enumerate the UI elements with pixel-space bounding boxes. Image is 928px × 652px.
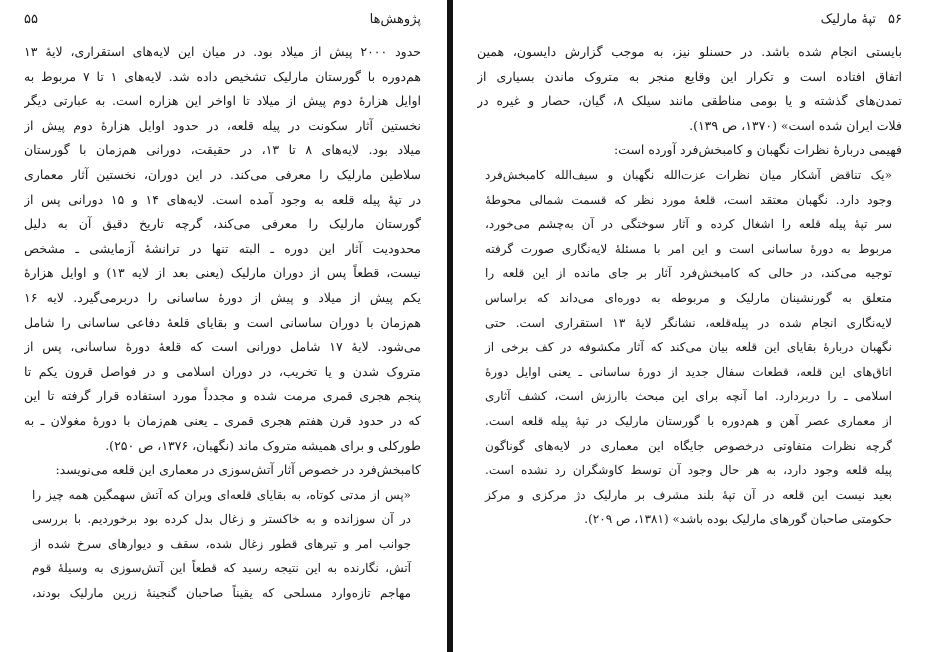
text-line: میلاد بود. لایه‌های ۸ تا ۱۳، در حقیقت، دورانی هم‌زمان با گورستان xyxy=(24,142,421,158)
quote-line: وجود دارد. نگهبان معتقد است، قلعهٔ مورد نظر که قسمت شمالی محوطهٔ xyxy=(485,192,892,207)
text-line: بایستی انجام شده باشد. در حسنلو نیز، به موجب گزارش دایسون، همین xyxy=(477,44,902,59)
left-page xyxy=(0,0,447,652)
quote-line: توجیه می‌کند، در حالی که کامبخش‌فرد آثار بر جای مانده از این قلعه را xyxy=(485,266,892,281)
text-line: طورکلی و برای همیشه متروک ماند (نگهبان، ۱۳۷۶، ص ۲۵۰). xyxy=(105,437,421,453)
right-paragraph-2 xyxy=(477,138,902,163)
right-page-number: ۵۶ xyxy=(888,12,902,27)
text-line: هم‌زمان با دوران ساسانی است و بقایای قلعهٔ دفاعی ساسانی را شامل xyxy=(24,314,421,330)
text-line: اتفاق افتاده است و تکرار این وقایع منجر به متروک ماندن بسیاری از xyxy=(477,68,902,84)
quote-line: جوانب امر و تیرهای قطور زغال شده، سقف و دیوارهای سرخ شده از xyxy=(32,536,411,551)
left-page-number: ۵۵ xyxy=(24,12,38,27)
text-line: اوایل هزارهٔ دوم پیش از میلاد تا اواخر این هزاره است. به عبارتی دیگر xyxy=(24,93,421,109)
text-line: نخستین آثار سکونت در پیله قلعه، در حدود اوایل هزارهٔ دوم پیش از xyxy=(24,117,421,133)
text-line: گورستان مارلیک را معرفی می‌کند، گرچه تاریخ دقیق آن به دلیل xyxy=(24,216,421,232)
left-page-header xyxy=(0,10,447,30)
quote-line: از معماری عصر آهن و هم‌دوره با گورستان مارلیک در تپهٔ پیله قلعه است. xyxy=(485,413,892,428)
text-line: می‌شود. لایهٔ ۱۷ شامل دورانی است که قلعهٔ دورهٔ ساسانی، پس از xyxy=(24,339,421,355)
left-paragraph-2 xyxy=(24,458,421,483)
text-line: فلات ایران شده است» (۱۳۷۰، ص ۱۳۹). xyxy=(689,117,902,133)
text-line: حدود ۲۰۰۰ پیش از میلاد بود. در میان این لایه‌های استقراری، لایهٔ ۱۳ xyxy=(24,44,421,59)
quote-line: اسلامی ـ را دربردارد. اما آنچه برای این مبحث باارزش است، کشف آثاری xyxy=(485,389,892,404)
quote-line: نگهبان دربارهٔ بقایای این قلعه بیان می‌کند که آثار مکشوفه در کف برخی از xyxy=(485,340,892,355)
text-line: پنجم هجری قمری مرمت شده و مجدداً مورد استفاده قرار گرفته تا این xyxy=(24,388,421,404)
quote-line: پیله قلعه وجود دارد، به هر حال وجود آن توسط کاوشگران رد نشده است. xyxy=(485,463,892,478)
quote-line: گرچه نظرات متفاوتی درخصوص جایگاه این معماری در لایه‌های گوناگون xyxy=(485,438,892,453)
text-line: کامبخش‌فرد در خصوص آثار آتش‌سوزی در معماری این قلعه می‌نویسد: xyxy=(55,462,421,478)
text-line: هم‌دوره با گورستان مارلیک تشخیص داده شد. لایه‌های ۱ تا ۷ مربوط به xyxy=(24,68,421,84)
left-page-body xyxy=(24,40,421,606)
quote-line: لایه‌نگاری انجام شده در پیله‌قلعه، نشانگر لایهٔ ۱۳ استقراری است. حتی xyxy=(485,315,892,330)
text-line: فهیمی دربارهٔ نظرات نگهبان و کامبخش‌فرد آورده است: xyxy=(613,142,902,158)
quote-line: «پس از مدتی کوتاه، به بقایای قلعه‌ای ویران که آتش سهمگین همه چیز را xyxy=(32,487,411,502)
quote-line: اتاق‌های این قلعه، قطعات سفال جدید از دورهٔ ساسانی ـ یعنی اوایل دورهٔ xyxy=(485,364,892,379)
quote-line: آتش، نگارنده به این نتیجه رسید که قطعاً این آتش‌سوزی به وسیلهٔ قوم xyxy=(32,561,411,576)
quote-line: «یک تناقض آشکار میان نظرات عزت‌الله نگهبان و سیف‌الله کامبخش‌فرد xyxy=(485,167,892,182)
left-running-title: پژوهش‌ها xyxy=(369,12,421,27)
quote-line: مربوط به دورهٔ ساسانی است و این امر با مسئلهٔ لایه‌نگاری صورت گرفته xyxy=(485,241,892,256)
left-block-quote xyxy=(24,483,421,606)
right-block-quote xyxy=(477,163,902,532)
quote-line: سر تپهٔ پیله قلعه را اشغال کرده و آثار سوختگی در آن به‌چشم می‌خورد، xyxy=(485,217,893,232)
right-page-header xyxy=(453,10,928,30)
text-line: متروک شدن و یا تخریب، در دوران اسلامی و در فواصل قرون یکم تا xyxy=(24,363,421,379)
quote-line: مهاجم تازه‌وارد مسلحی که یقیناً صاحبان گنجینهٔ زرین مارلیک بودند، xyxy=(32,586,411,601)
right-running-title: تپهٔ مارلیک xyxy=(820,12,876,27)
quote-line: بعید نیست این قلعه در آن تپهٔ بلند مشرف بر مارلیک دژ مرکزی و مرکز xyxy=(485,487,892,502)
text-line: که در حدود قرن هفتم هجری قمری ـ یعنی هم‌زمان با دورهٔ مغولان ـ به xyxy=(24,412,421,428)
text-line: تمدن‌های گذشته و یا بومی مناطقی مانند سیلک ۸، گیان، حصار و غیره در xyxy=(477,93,902,109)
right-page xyxy=(453,0,928,652)
text-line: سلاطین مارلیک را معرفی می‌کند. در این دوران، نخستین آثار معماری xyxy=(24,166,421,182)
text-line: نیست، قطعاً پس از دوران مارلیک (یعنی بعد از لایه ۱۳) و اوایل هزارهٔ xyxy=(24,265,421,281)
right-paragraph-1 xyxy=(477,40,902,138)
text-line: در تپهٔ پیله قلعه به وجود آمده است. لایه‌های ۱۴ و ۱۵ دورانی پس از xyxy=(24,191,421,207)
quote-line: حکومتی صاحبان گورهای مارلیک بوده باشد» (۱۳۸۱، ص ۲۰۹). xyxy=(584,512,892,527)
left-paragraph-1 xyxy=(24,40,421,458)
text-line: محدودیت آثار این دوره ـ البته تنها در ترانشهٔ آزمایشی ـ مشخص xyxy=(24,240,421,256)
text-line: یکم پیش از میلاد و پیش از دورهٔ ساسانی را دربرمی‌گیرد. لایه ۱۶ xyxy=(24,289,421,305)
quote-line: در آن سوزانده و به خاکستر و زغال بدل کرده بود برخوردیم. با بررسی xyxy=(32,512,411,527)
right-page-body xyxy=(477,40,902,532)
quote-line: متعلق به گورنشینان مارلیک و مربوطه به دوره‌ای می‌داند که براساس xyxy=(485,290,892,305)
